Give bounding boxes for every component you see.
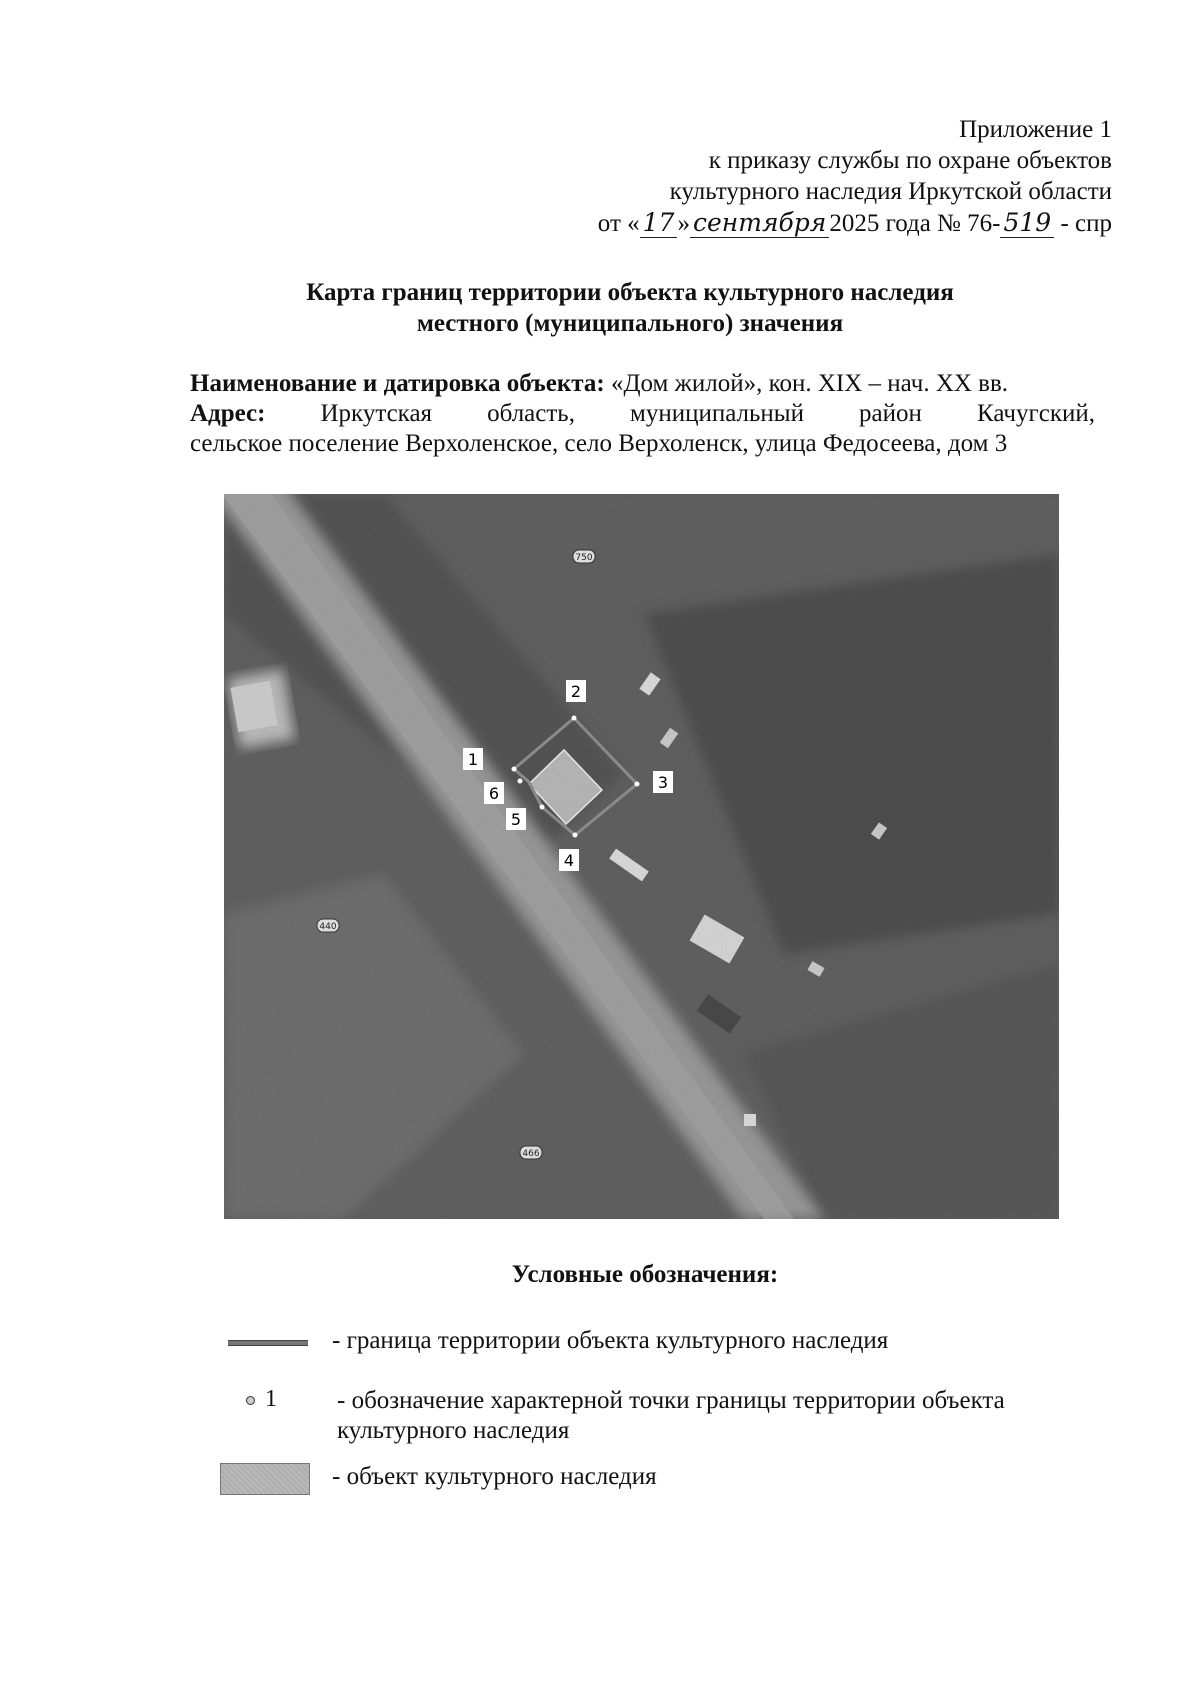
- legend-boundary-text: - граница территории объекта культурного наследия: [332, 1327, 889, 1354]
- address-word: муниципальный: [630, 400, 804, 427]
- legend-point-text-line-2: культурного наследия: [337, 1417, 570, 1444]
- boundary-point-marker: [540, 805, 545, 810]
- object-name-line: [190, 369, 1095, 399]
- point-label-2: [566, 680, 586, 702]
- svg-text:4: 4: [563, 851, 575, 870]
- point-label-3: [653, 771, 673, 793]
- address-word: Иркутская: [320, 400, 433, 427]
- order-date-line: [598, 207, 1112, 239]
- address-word: район: [859, 400, 922, 427]
- boundary-point-marker: [518, 779, 523, 784]
- svg-text:750: 750: [575, 553, 593, 563]
- address-word: область,: [487, 400, 575, 427]
- object-name-value: «Дом жилой», кон. XIX – нач. XX вв.: [604, 370, 1009, 397]
- object-info: [190, 369, 1095, 459]
- title-line-1: Карта границ территории объекта культурного наследия: [306, 279, 954, 306]
- boundary-point-marker: [512, 767, 517, 772]
- svg-text:1: 1: [467, 750, 479, 769]
- boundary-point-marker: [635, 782, 640, 787]
- legend-boundary-symbol: [228, 1340, 308, 1346]
- legend-point-text: [337, 1386, 1097, 1446]
- address-line-2: сельское поселение Верхоленское, село Верхоленск, улица Федосеева, дом 3: [190, 430, 1008, 457]
- address-label: Адрес:: [190, 400, 266, 427]
- svg-text:3: 3: [657, 773, 669, 792]
- document-header: [598, 114, 1112, 239]
- agency-name: культурного наследия Иркутской области: [669, 178, 1112, 205]
- order-month: сентября: [690, 208, 829, 238]
- order-day: 17: [640, 208, 678, 238]
- house-number-badge: [520, 1146, 542, 1159]
- point-label-6: [484, 782, 504, 804]
- object-name-label: Наименование и датировка объекта:: [190, 370, 605, 397]
- legend-title: Условные обозначения:: [511, 1261, 779, 1288]
- date-prefix: от «: [597, 210, 640, 237]
- point-label-4: [559, 849, 579, 871]
- map-canvas: [224, 494, 1059, 1219]
- title-line-2: местного (муниципального) значения: [416, 310, 844, 337]
- date-mid: »: [677, 210, 690, 237]
- boundary-point-marker: [573, 833, 578, 838]
- point-label-5: [506, 808, 526, 830]
- svg-text:6: 6: [488, 784, 500, 803]
- address-line-1: [190, 399, 1095, 429]
- legend-object-symbol: [220, 1463, 310, 1495]
- svg-text:440: 440: [319, 922, 337, 932]
- svg-text:2: 2: [570, 682, 582, 701]
- boundary-point-marker: [572, 716, 577, 721]
- legend-point-symbol: [246, 1396, 255, 1405]
- appendix-label: Приложение 1: [959, 116, 1112, 143]
- legend-point-text-line-1: - обозначение характерной точки границы территории объекта: [337, 1387, 1005, 1414]
- document-title: [0, 277, 1200, 339]
- order-reference: к приказу службы по охране объектов: [708, 147, 1112, 174]
- order-year: 2025 года № 76-: [829, 210, 1001, 237]
- order-suffix: - спр: [1054, 210, 1112, 237]
- point-label-1: [463, 748, 483, 770]
- satellite-map: [224, 494, 1059, 1219]
- svg-text:466: 466: [522, 1149, 540, 1159]
- legend-point-number: 1: [265, 1386, 277, 1412]
- address-word: Качугский,: [976, 400, 1095, 427]
- svg-text:5: 5: [510, 810, 522, 829]
- order-number: 519: [1000, 208, 1054, 238]
- legend-object-text: - объект культурного наследия: [332, 1463, 657, 1490]
- house-number-badge: [317, 919, 339, 932]
- house-number-badge: [573, 550, 595, 563]
